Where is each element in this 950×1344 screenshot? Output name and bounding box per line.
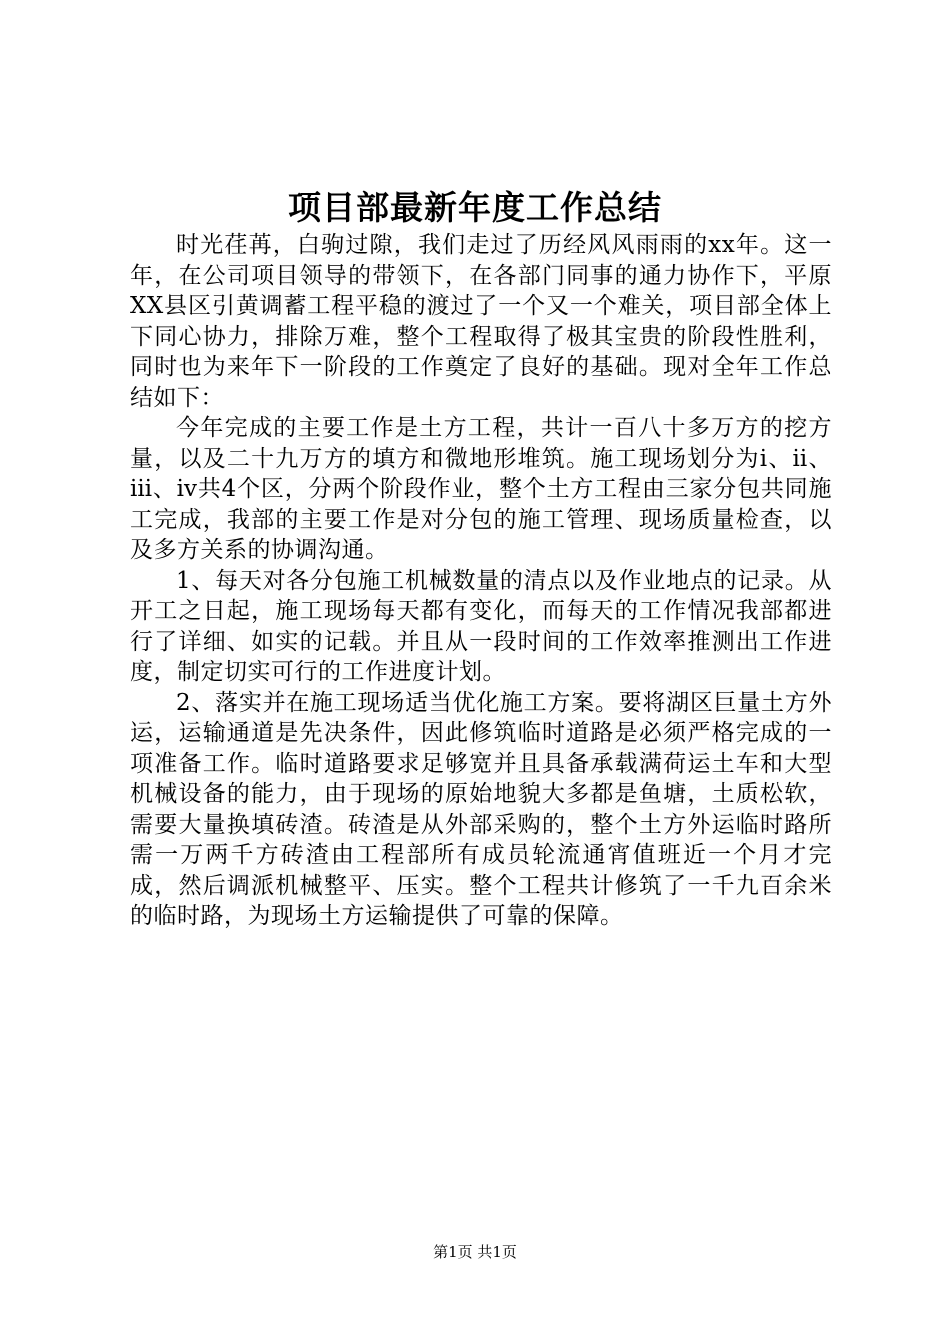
document-body [130, 230, 832, 932]
page-footer: 第1页 共1页 [433, 1243, 517, 1261]
paragraph-item-2: 2、落实并在施工现场适当优化施工方案。要将湖区巨量土方外运，运输通道是先决条件，因此修筑临时道路是必须严格完成的一项准备工作。临时道路要求足够宽并且具备承载满荷运土车和大型机械设备的能力，由于现场的原始地貌大多都是鱼塘，土质松软，需要大量换填砖渣。砖渣是从外部采购的，整个土方外运临时路所需一万两千方砖渣由工程部所有成员轮流通宵值班近一个月才完成，然后调派机械整平、压实。整个工程共计修筑了一千九百余米的临时路，为现场土方运输提供了可靠的保障。 [130, 689, 832, 929]
paragraph-intro: 时光荏苒，白驹过隙，我们走过了历经风风雨雨的xx年。这一年，在公司项目领导的带领下，在各部门同事的通力协作下，平原XX县区引黄调蓄工程平稳的渡过了一个又一个难关，项目部全体上下同心协力，排除万难，整个工程取得了极其宝贵的阶段性胜利，同时也为来年下一阶段的工作奠定了良好的基础。现对全年工作总结如下： [130, 232, 832, 411]
paragraph-item-1: 1、每天对各分包施工机械数量的清点以及作业地点的记录。从开工之日起，施工现场每天都有变化，而每天的工作情况我部都进行了详细、如实的记载。并且从一段时间的工作效率推测出工作进度，制定切实可行的工作进度计划。 [130, 567, 832, 685]
document-title: 项目部最新年度工作总结 [288, 188, 662, 227]
paragraph-main-work: 今年完成的主要工作是土方工程，共计一百八十多万方的挖方量，以及二十九万方的填方和微地形堆筑。施工现场划分为ⅰ、ⅱ、ⅲ、ⅳ共4个区，分两个阶段作业，整个土方工程由三家分包共同施工完成，我部的主要工作是对分包的施工管理、现场质量检查，以及多方关系的协调沟通。 [130, 415, 832, 563]
